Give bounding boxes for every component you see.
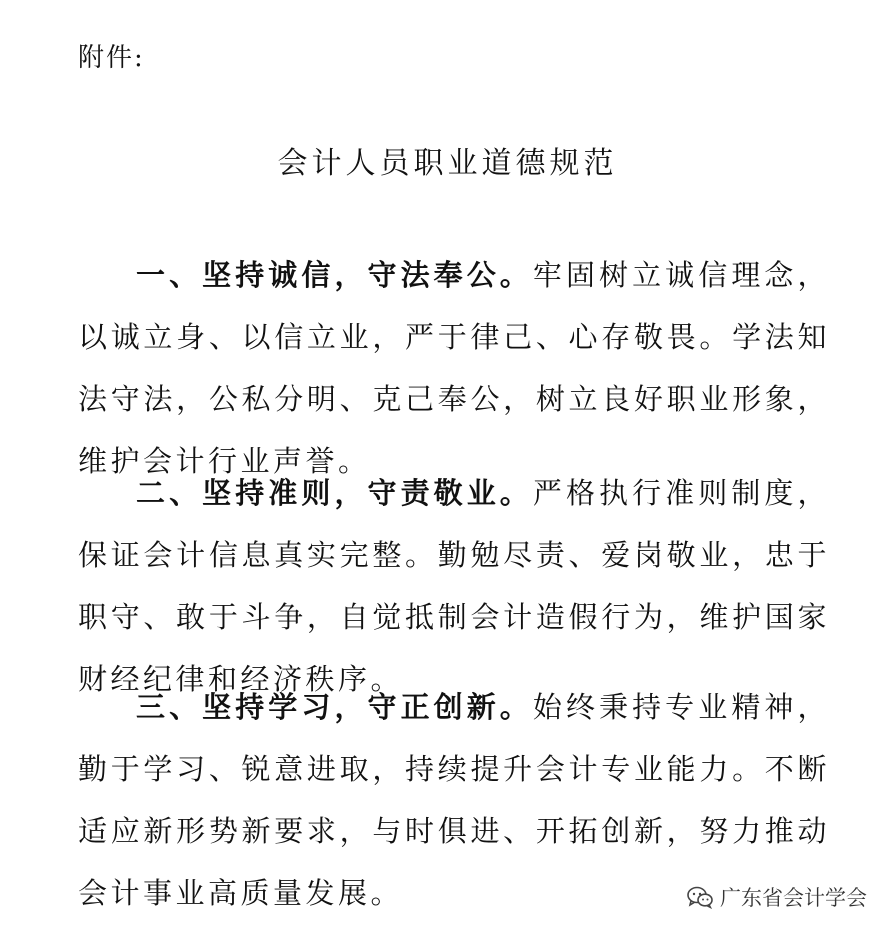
document-title: 会计人员职业道德规范	[277, 146, 618, 181]
wechat-icon	[686, 885, 714, 909]
section-lead-2: 二、坚持准则，守责敬业。	[136, 476, 533, 510]
watermark	[686, 882, 867, 912]
section-paragraph-1	[78, 244, 830, 492]
watermark-text: 广东省会计学会	[720, 886, 867, 910]
section-body-1: 牢固树立诚信理念，以诚立身、以信立业，严于律己、心存敬畏。学法知法守法，公私分明、克己奉公，树立良好职业形象，维护会计行业声誉。	[78, 258, 830, 478]
section-body-3: 始终秉持专业精神，勤于学习、锐意进取，持续提升会计专业能力。不断适应新形势新要求，与时俱进、开拓创新，努力推动会计事业高质量发展。	[78, 690, 830, 910]
section-lead-3: 三、坚持学习，守正创新。	[136, 690, 533, 724]
section-lead-1: 一、坚持诚信，守法奉公。	[136, 258, 533, 292]
section-paragraph-2	[78, 462, 830, 710]
attachment-label: 附件:	[78, 43, 145, 73]
section-body-2: 严格执行准则制度，保证会计信息真实完整。勤勉尽责、爱岗敬业，忠于职守、敢于斗争，自觉抵制会计造假行为，维护国家财经纪律和经济秩序。	[78, 476, 830, 696]
